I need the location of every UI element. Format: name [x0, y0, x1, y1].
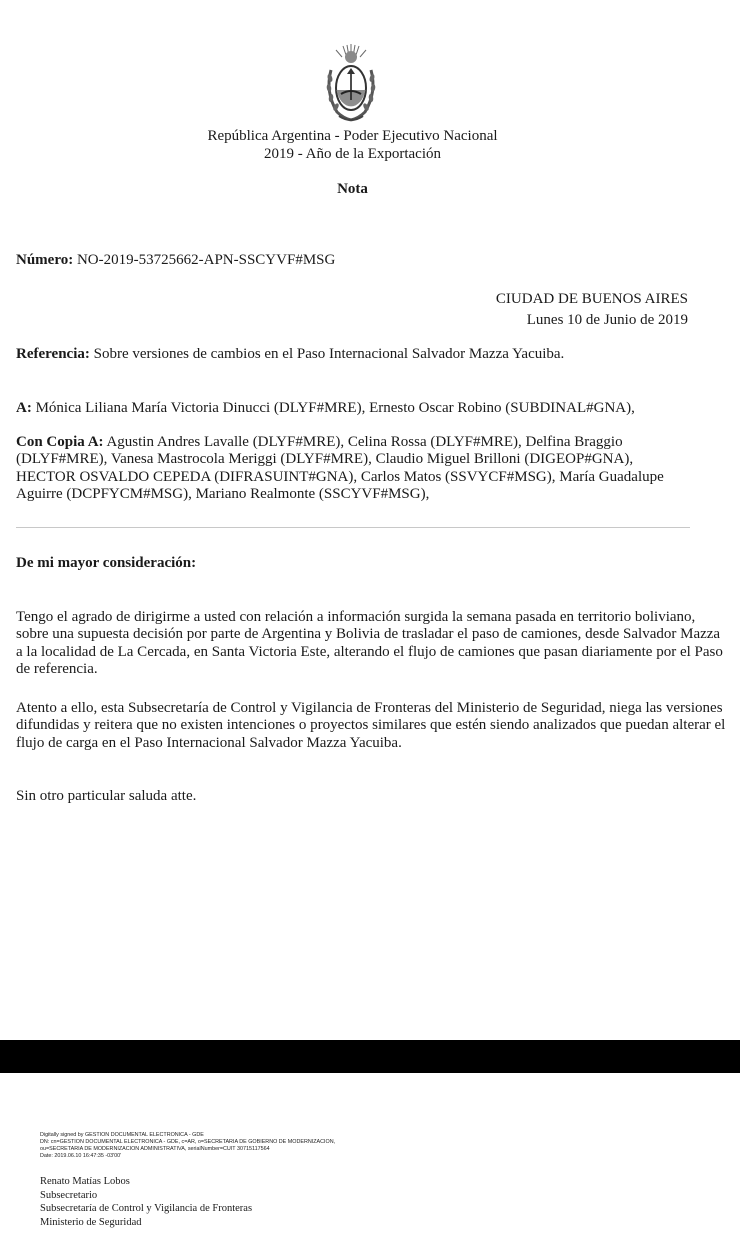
header-republic-line: República Argentina - Poder Ejecutivo Nacional: [207, 128, 498, 144]
document-number-value: NO-2019-53725662-APN-SSCYVF#MSG: [76, 252, 336, 268]
reference-value: Sobre versiones de cambios en el Paso Internacional Salvador Mazza Yacuiba.: [93, 346, 565, 362]
place-date-block: [496, 289, 688, 331]
body-paragraph-2: Atento a ello, esta Subsecretaría de Control y Vigilancia de Fronteras del Ministerio de Seguridad, niega las versiones difundidas y reitera que no existen intenciones o proyectos similares que estén siendo analizados que puedan alterar el flujo de carga en el Paso Internacional Salvador Mazza Yacuiba.: [16, 700, 726, 751]
digital-signature-line: Digitally signed by GESTION DOCUMENTAL ELECTRONICA - GDE: [40, 1132, 204, 1138]
digital-signature-line: DN: cn=GESTION DOCUMENTAL ELECTRONICA - GDE, c=AR, o=SECRETARIA DE GOBIERNO DE MODERNIZACION,: [40, 1139, 336, 1145]
signer-title: Subsecretario: [40, 1189, 98, 1201]
recipient-cc-value: Agustin Andres Lavalle (DLYF#MRE), Celina Rossa (DLYF#MRE), Delfina Braggio (DLYF#MRE), Vanesa Mastrocola Meriggi (DLYF#MRE), Claudio Miguel Brilloni (DIGEOP#GNA), HECTOR OSVALDO CEPEDA (DIFRASUINT#GNA), Carlos Matos (SSVYCF#MSG), María Guadalupe Aguirre (DCPFYCM#MSG), Mariano Realmonte (SSCYVF#MSG),: [16, 434, 664, 502]
redaction-bar: [0, 1040, 740, 1073]
recipient-cc-label: Con Copia A:: [16, 434, 104, 450]
signer-name: Renato Matías Lobos: [40, 1176, 130, 1187]
greeting: De mi mayor consideración:: [16, 555, 197, 571]
header-year-motto: 2019 - Año de la Exportación: [263, 146, 442, 162]
section-divider: [16, 527, 690, 528]
signer-office: Subsecretaría de Control y Vigilancia de Fronteras: [40, 1203, 253, 1214]
signer-block: [40, 1175, 252, 1229]
recipient-cc: [16, 434, 688, 503]
closing: Sin otro particular saluda atte.: [16, 788, 197, 804]
document-type-title: Nota: [337, 181, 368, 197]
city: CIUDAD DE BUENOS AIRES: [495, 291, 688, 307]
signer-ministry: Ministerio de Seguridad: [40, 1216, 142, 1228]
body-paragraph-1: Tengo el agrado de dirigirme a usted con relación a información surgida la semana pasada en territorio boliviano, sobre una supuesta decisión por parte de Argentina y Bolivia de trasladar el paso de camiones, desde Salvador Mazza a la localidad de La Cercada, en Santa Victoria Este, alterando el flujo de camiones que pasan diariamente por el Paso de referencia.: [16, 609, 723, 677]
digital-signature-block: [40, 1132, 460, 1160]
document-number: [16, 252, 335, 269]
argentina-coat-of-arms-icon: [323, 42, 379, 124]
digital-signature-line: ou=SECRETARIA DE MODERNIZACION ADMINISTRATIVA, serialNumber=CUIT 30715117564: [40, 1146, 270, 1152]
recipient-to: [16, 400, 726, 417]
digital-signature-line: Date: 2019.06.10 16:47:35 -03'00': [40, 1153, 122, 1159]
reference-label: Referencia:: [16, 346, 90, 362]
date: Lunes 10 de Junio de 2019: [526, 312, 688, 328]
recipient-to-value: Mónica Liliana María Victoria Dinucci (DLYF#MRE), Ernesto Oscar Robino (SUBDINAL#GNA),: [35, 400, 635, 416]
recipient-to-label: A:: [16, 400, 32, 416]
reference: [16, 346, 706, 363]
document-number-label: Número:: [16, 252, 74, 268]
